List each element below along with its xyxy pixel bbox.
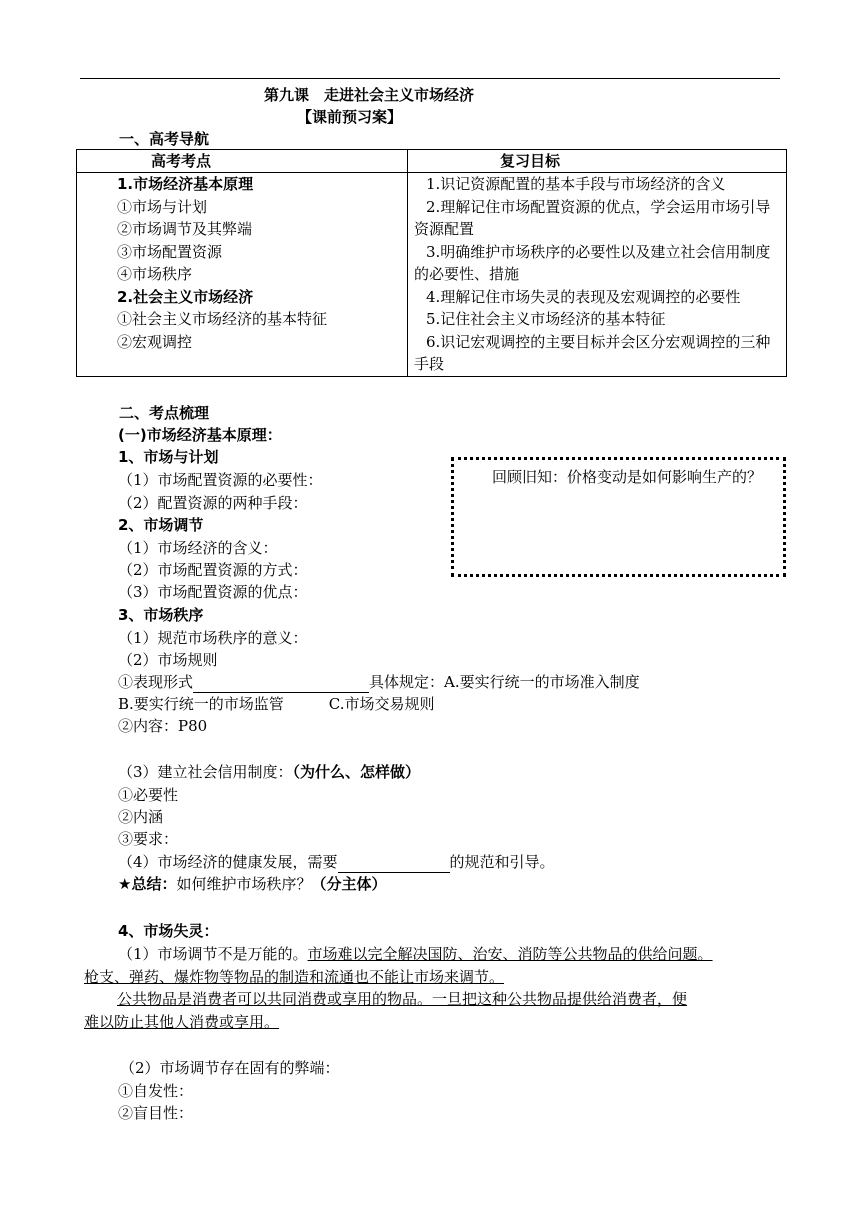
inherent-flaws-heading: （2）市场调节存在固有的弊端： bbox=[120, 1059, 340, 1077]
summary-note: （分主体） bbox=[311, 875, 387, 893]
credit-item: ①必要性 bbox=[118, 786, 179, 804]
failure-p1-continued: 枪支、弹药、爆炸物等物品的制造和流通也不能让市场来调节。 bbox=[84, 968, 505, 986]
public-goods-continued: 难以防止其他人消费或享用。 bbox=[84, 1013, 280, 1031]
failure-p1-underlined: 市场难以完全解决国防、治安、消防等公共物品的供给问题。 bbox=[307, 945, 713, 963]
question-item: （1）规范市场秩序的意义： bbox=[118, 629, 308, 647]
heading-market-order: 3、市场秩序 bbox=[118, 606, 204, 624]
section-heading-2: 二、考点梳理 bbox=[119, 404, 210, 422]
fill-blank[interactable] bbox=[193, 676, 369, 693]
summary-line bbox=[118, 873, 386, 895]
credit-heading bbox=[118, 761, 420, 783]
exam-points-cell bbox=[77, 173, 408, 377]
table-head-left: 高考考点 bbox=[77, 150, 408, 173]
review-box-text: 回顾旧知：价格变动是如何影响生产的？ bbox=[492, 468, 763, 486]
question-item: （1）市场经济的含义： bbox=[118, 539, 278, 557]
flaw-item: ①自发性： bbox=[118, 1082, 194, 1100]
header-rule bbox=[80, 78, 780, 79]
review-goal: 1.识记资源配置的基本手段与市场经济的含义 bbox=[426, 175, 726, 193]
credit-heading-note: （为什么、怎样做） bbox=[292, 763, 421, 781]
exam-point: ①社会主义市场经济的基本特征 bbox=[117, 310, 328, 328]
credit-heading-text: （3）建立社会信用制度： bbox=[118, 763, 293, 781]
section-heading-1: 一、高考导航 bbox=[119, 130, 210, 148]
rule-form-detail: 具体规定：A.要实行统一的市场准入制度 bbox=[369, 673, 640, 691]
exam-point: ②宏观调控 bbox=[117, 332, 193, 351]
rule-content: ②内容：P80 bbox=[118, 717, 208, 735]
credit-item: ③要求： bbox=[118, 830, 179, 848]
fill-blank[interactable] bbox=[338, 856, 450, 873]
exam-point: ③市场配置资源 bbox=[117, 242, 223, 261]
review-goal: 3.明确维护市场秩序的必要性以及建立社会信用制度的必要性、措施 bbox=[414, 242, 771, 283]
review-goal: 2.理解记住市场配置资源的优点，学会运用市场引导资源配置 bbox=[414, 197, 771, 238]
exam-point: ②市场调节及其弊端 bbox=[117, 220, 253, 238]
review-goal: 4.理解记住市场失灵的表现及宏观调控的必要性 bbox=[426, 287, 741, 306]
healthy-development-text: （4）市场经济的健康发展，需要 bbox=[118, 853, 338, 871]
question-item: （3）市场配置资源的优点： bbox=[118, 583, 308, 601]
review-goal: 6.识记宏观调控的主要目标并会区分宏观调控的三种手段 bbox=[414, 332, 771, 373]
review-goals-cell bbox=[408, 173, 787, 377]
exam-point: 1.市场经济基本原理 bbox=[117, 175, 254, 193]
question-item: （2）配置资源的两种手段： bbox=[118, 494, 308, 512]
question-item: （2）市场规则 bbox=[118, 651, 218, 669]
credit-item: ②内涵 bbox=[118, 808, 164, 826]
heading-market-failure: 4、市场失灵： bbox=[118, 922, 219, 940]
review-goal: 5.记住社会主义市场经济的基本特征 bbox=[426, 310, 666, 328]
healthy-development-line bbox=[118, 851, 555, 873]
subtitle: 【课前预习案】 bbox=[297, 108, 403, 126]
question-item: （2）市场配置资源的方式： bbox=[118, 561, 308, 579]
failure-paragraph-1 bbox=[118, 943, 713, 965]
lesson-title: 第九课 走进社会主义市场经济 bbox=[264, 86, 475, 104]
summary-question: 如何维护市场秩序？ bbox=[176, 875, 312, 893]
heading-market-plan: 1、市场与计划 bbox=[118, 448, 219, 466]
failure-p1-lead: （1）市场调节不是万能的。 bbox=[118, 945, 308, 963]
rule-form-line bbox=[118, 671, 640, 693]
rule-line-2: B.要实行统一的市场监管 C.市场交易规则 bbox=[118, 695, 435, 713]
exam-point: ①市场与计划 bbox=[117, 197, 208, 216]
rule-form-label: ①表现形式 bbox=[118, 673, 194, 691]
exam-point: 2.社会主义市场经济 bbox=[117, 287, 254, 306]
public-goods-definition: 公共物品是消费者可以共同消费或享用的物品。一旦把这种公共物品提供给消费者，便 bbox=[117, 990, 688, 1008]
exam-point: ④市场秩序 bbox=[117, 265, 193, 283]
heading-market-regulation: 2、市场调节 bbox=[118, 516, 204, 534]
summary-label: ★总结： bbox=[118, 875, 177, 893]
question-item: （1）市场配置资源的必要性： bbox=[118, 471, 323, 489]
flaw-item: ②盲目性： bbox=[118, 1104, 194, 1122]
objectives-table bbox=[76, 149, 787, 377]
table-head-right: 复习目标 bbox=[408, 150, 787, 173]
healthy-development-end: 的规范和引导。 bbox=[449, 853, 555, 871]
part-heading: (一)市场经济基本原理： bbox=[118, 426, 282, 444]
